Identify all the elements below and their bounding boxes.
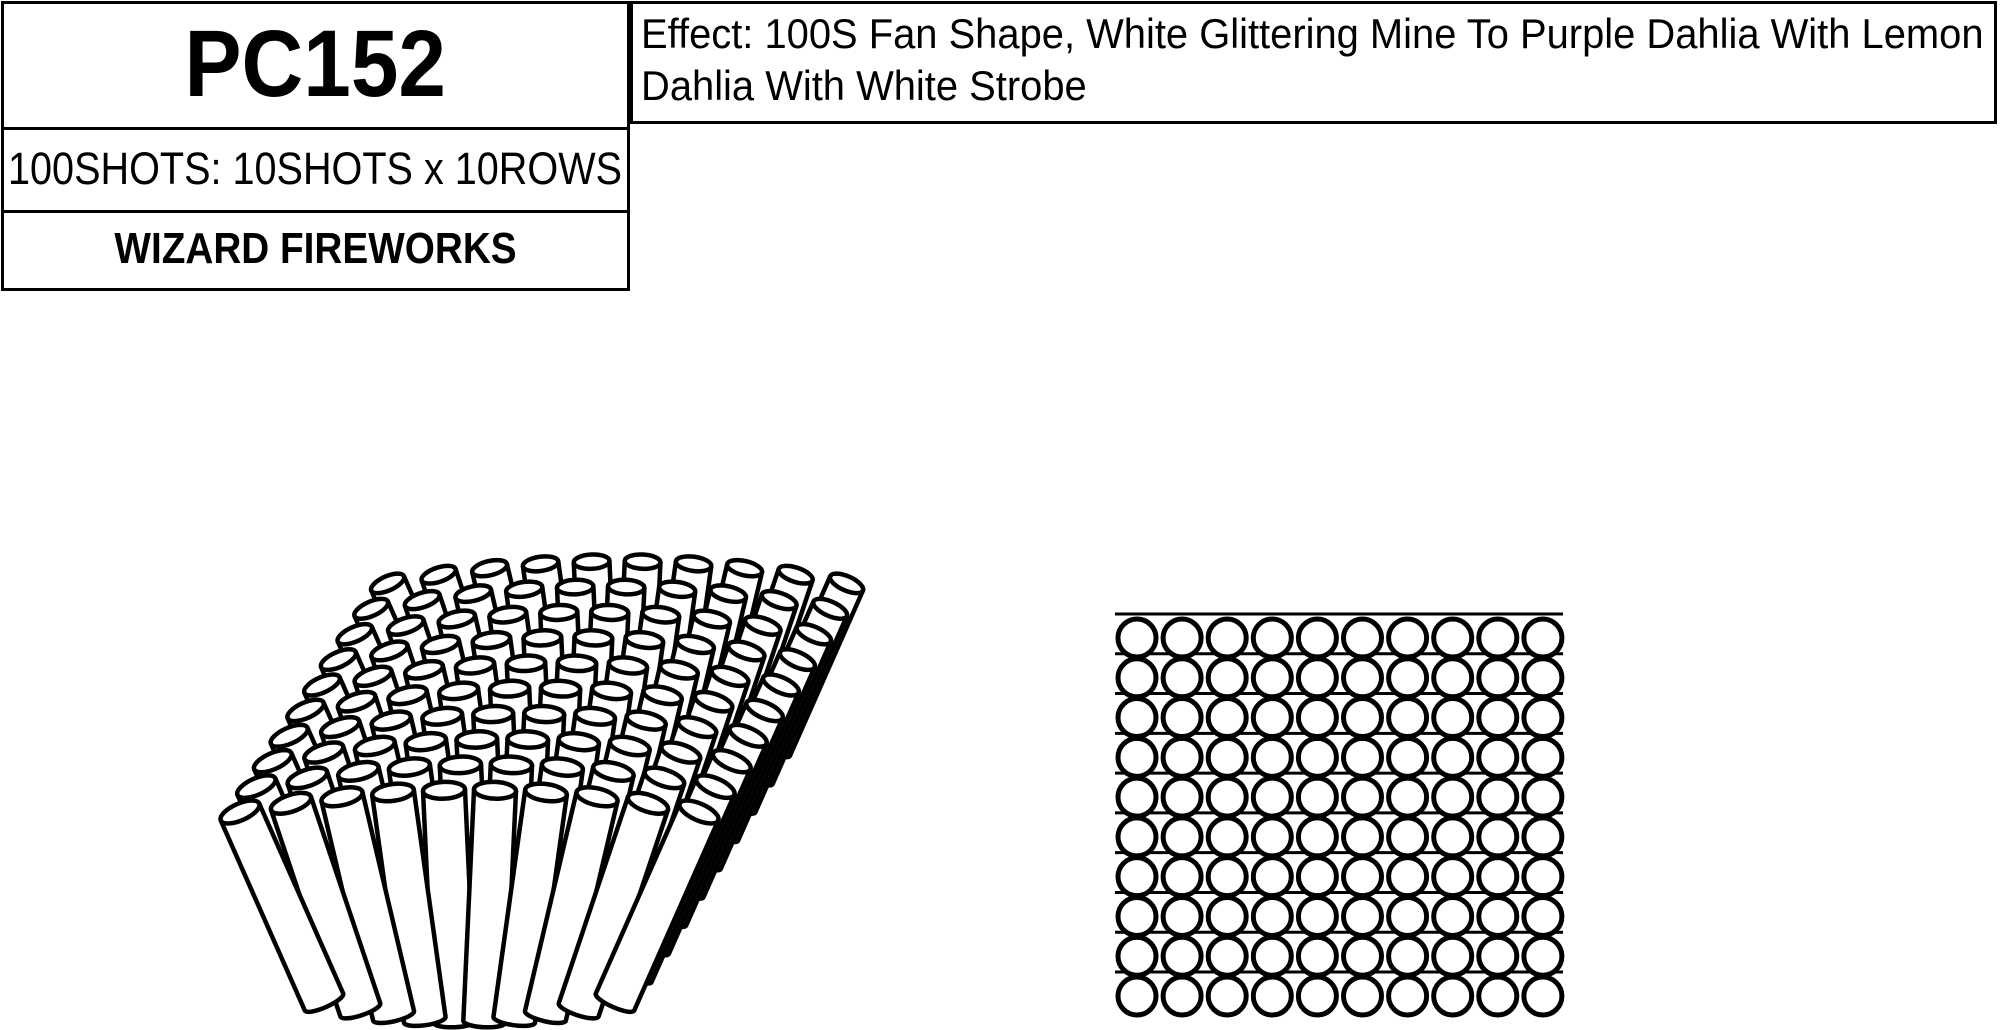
effect-box — [630, 1, 1997, 124]
product-code-text: PC152 — [184, 11, 447, 117]
spec-table — [1, 1, 630, 291]
brand-text: WIZARD FIREWORKS — [114, 224, 517, 273]
effect-text-line-1: Effect: 100S Fan Shape, White Glittering Mine To Purple Dahlia With Lemon — [641, 10, 1984, 57]
shots-config-text: 100SHOTS: 10SHOTS x 10ROWS — [8, 143, 623, 194]
product-code-cell — [4, 4, 627, 130]
effect-text-line-2: Dahlia With White Strobe — [641, 62, 1087, 109]
shots-config-cell — [4, 130, 627, 213]
tube-grid-top-view — [1115, 614, 1563, 1015]
fan-tube-bundle-side-view — [217, 554, 865, 1028]
brand-cell — [4, 213, 627, 288]
